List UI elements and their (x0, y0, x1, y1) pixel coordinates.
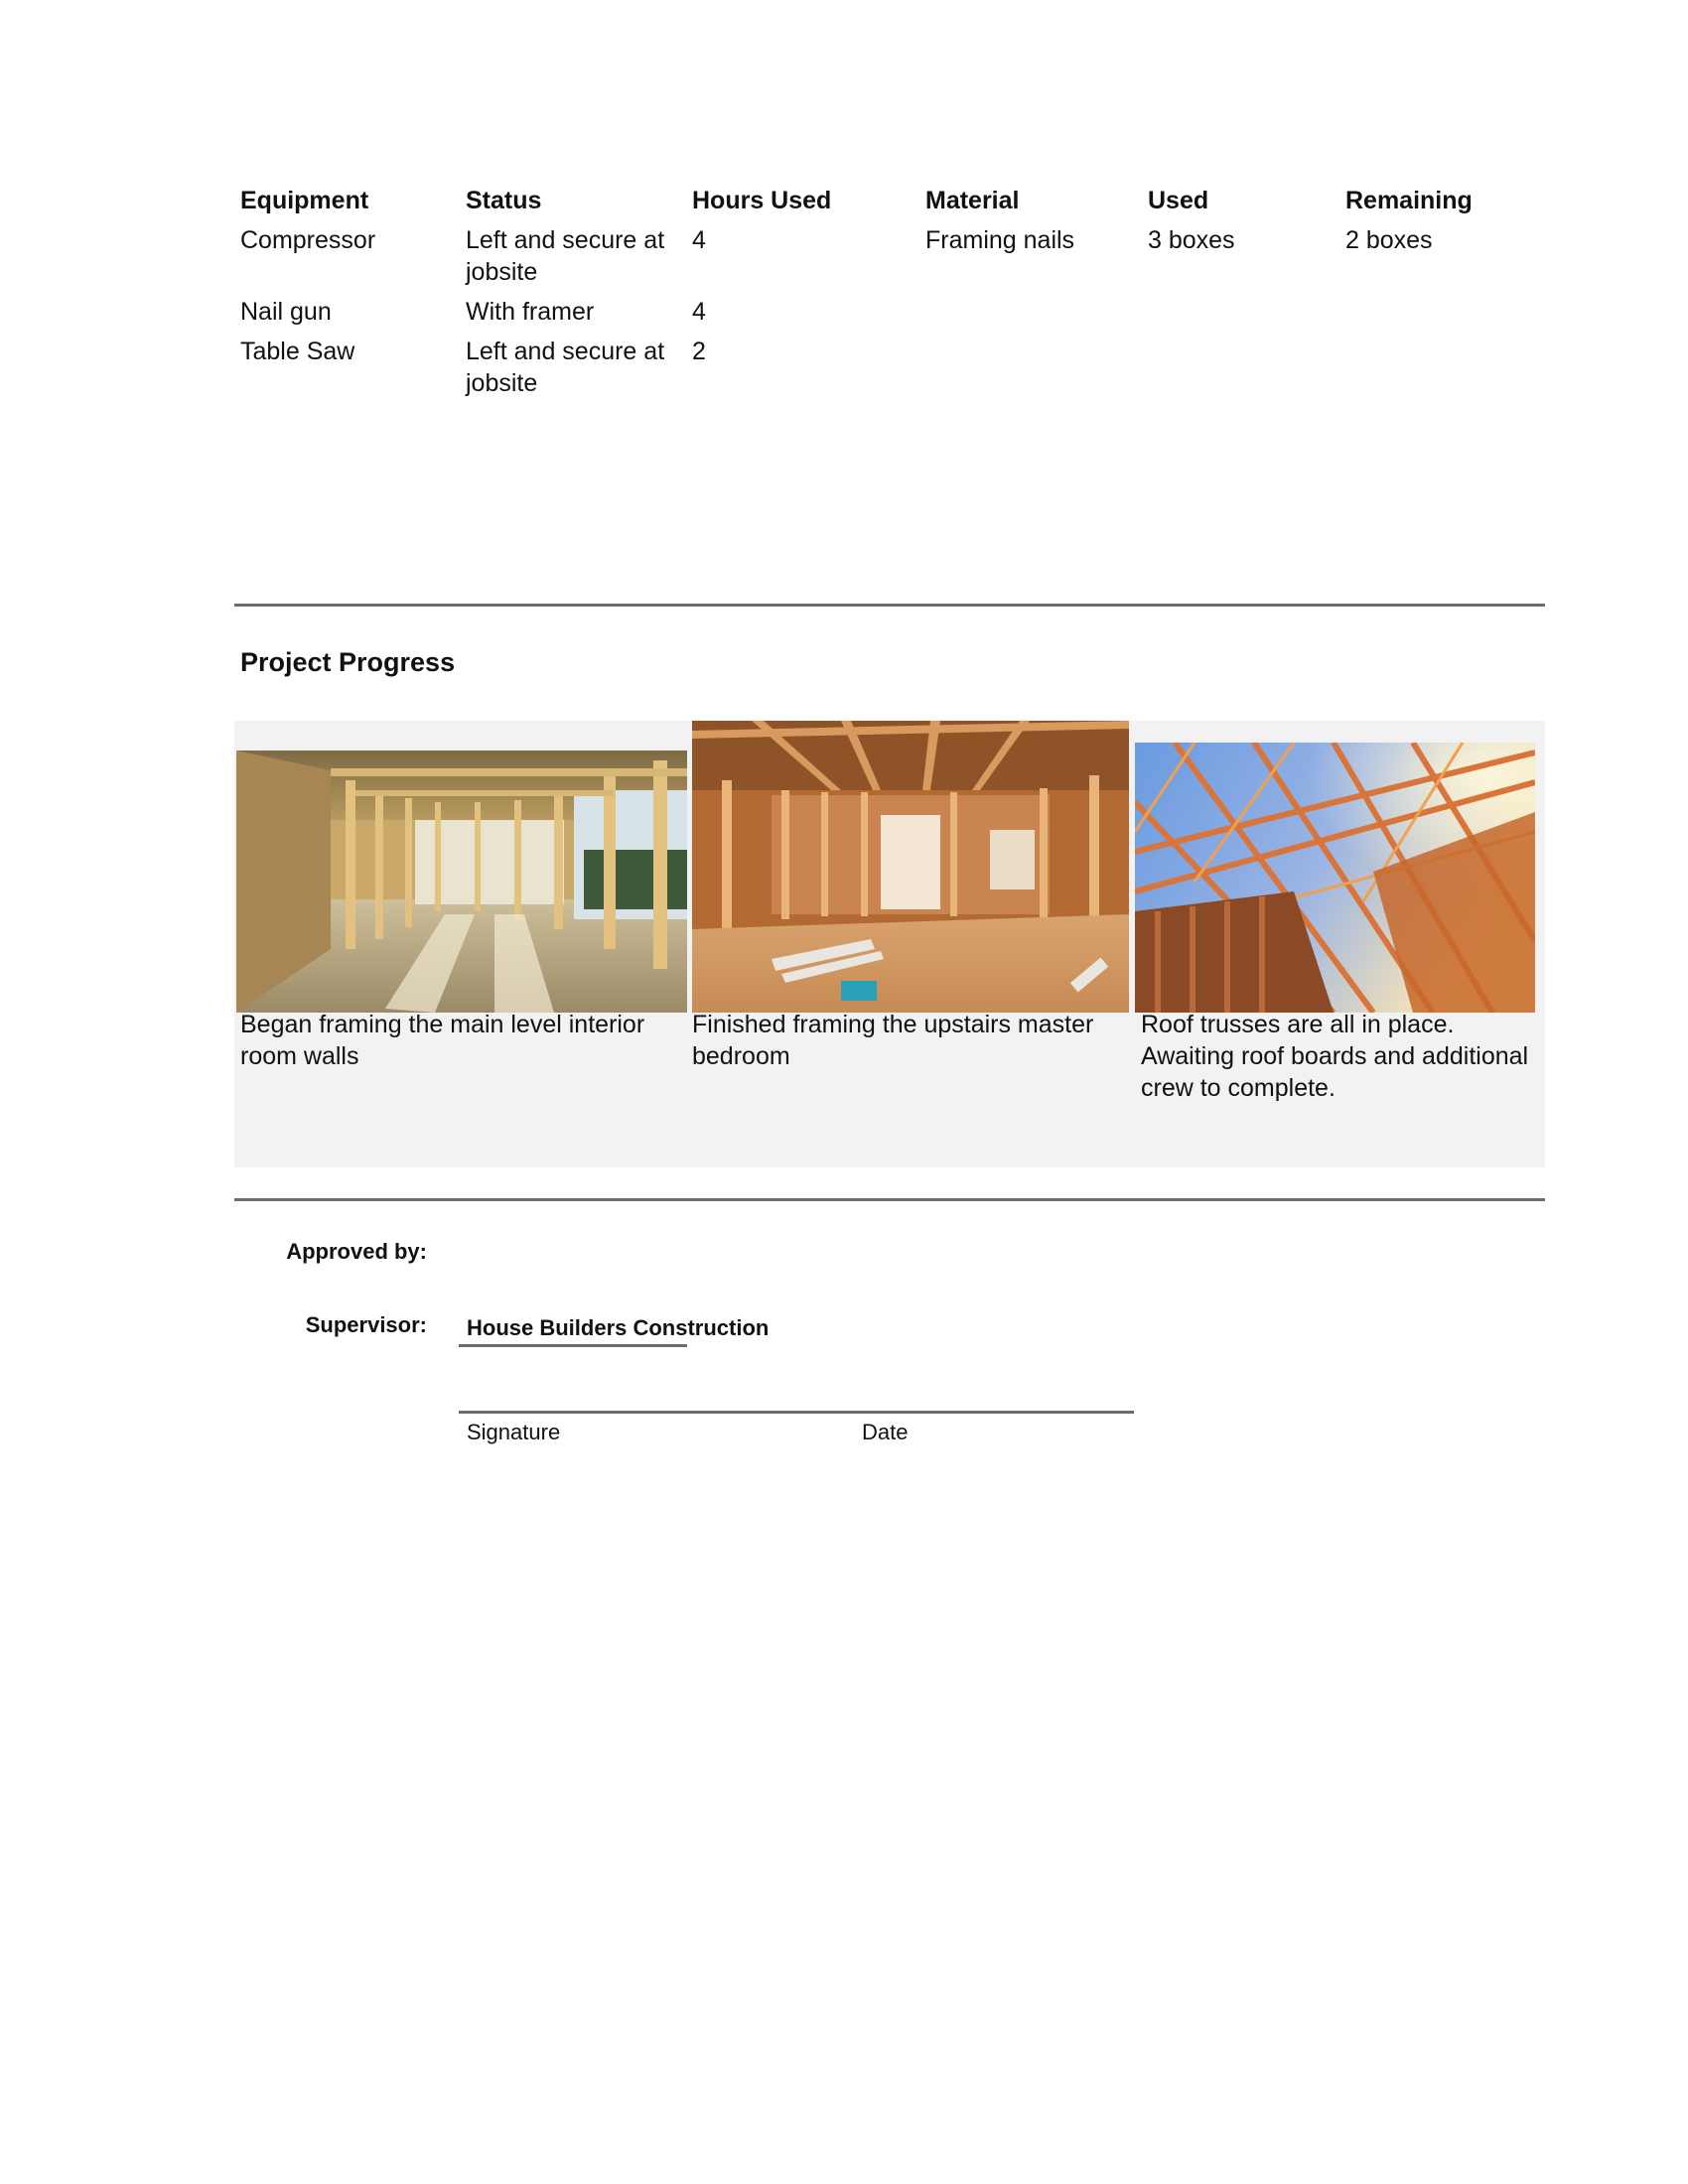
table-row (919, 221, 1545, 261)
used-column-header: Used (1148, 187, 1209, 214)
table-row (234, 221, 919, 293)
used-cell: 3 boxes (1148, 226, 1235, 254)
status-cell: Left and secure at jobsite (466, 338, 665, 397)
date-label: Date (862, 1420, 909, 1444)
equipment-cell: Nail gun (240, 298, 332, 326)
supervisor-underline (459, 1344, 687, 1347)
material-cell: Framing nails (925, 226, 1075, 254)
progress-photo (1135, 743, 1535, 1013)
status-cell: With framer (466, 298, 595, 326)
status-column-header: Status (466, 187, 542, 214)
equipment-header-row (234, 182, 919, 221)
section-divider (234, 604, 1545, 607)
equipment-cell: Table Saw (240, 338, 355, 365)
section-title: Project Progress (240, 647, 456, 677)
hours-cell: 2 (692, 338, 706, 365)
status-cell: Left and secure at jobsite (466, 226, 665, 286)
materials-table (919, 182, 1545, 261)
hours-used-column-header: Hours Used (692, 187, 832, 214)
signature-label: Signature (467, 1420, 561, 1444)
photo-caption: Finished framing the upstairs master bedroom (692, 1011, 1094, 1070)
progress-photo (236, 751, 687, 1013)
table-row (234, 333, 919, 404)
signature-line[interactable] (459, 1411, 1134, 1414)
equipment-cell: Compressor (240, 226, 376, 254)
materials-header-row (919, 182, 1545, 221)
progress-photo (692, 721, 1129, 1013)
table-row (234, 293, 919, 333)
photo-caption: Roof trusses are all in place. Awaiting roof boards and additional crew to complete. (1141, 1011, 1529, 1102)
remaining-column-header: Remaining (1345, 187, 1473, 214)
photo-gallery (234, 721, 1545, 1167)
section-divider (234, 1198, 1545, 1201)
hours-cell: 4 (692, 298, 706, 326)
equipment-column-header: Equipment (240, 187, 369, 214)
material-column-header: Material (925, 187, 1020, 214)
approved-by-label: Approved by: (286, 1239, 427, 1264)
photo-caption: Began framing the main level interior room walls (240, 1011, 645, 1070)
supervisor-value: House Builders Construction (467, 1315, 770, 1340)
equipment-table (234, 182, 919, 404)
hours-cell: 4 (692, 226, 706, 254)
remaining-cell: 2 boxes (1345, 226, 1433, 254)
supervisor-label: Supervisor: (305, 1312, 427, 1337)
